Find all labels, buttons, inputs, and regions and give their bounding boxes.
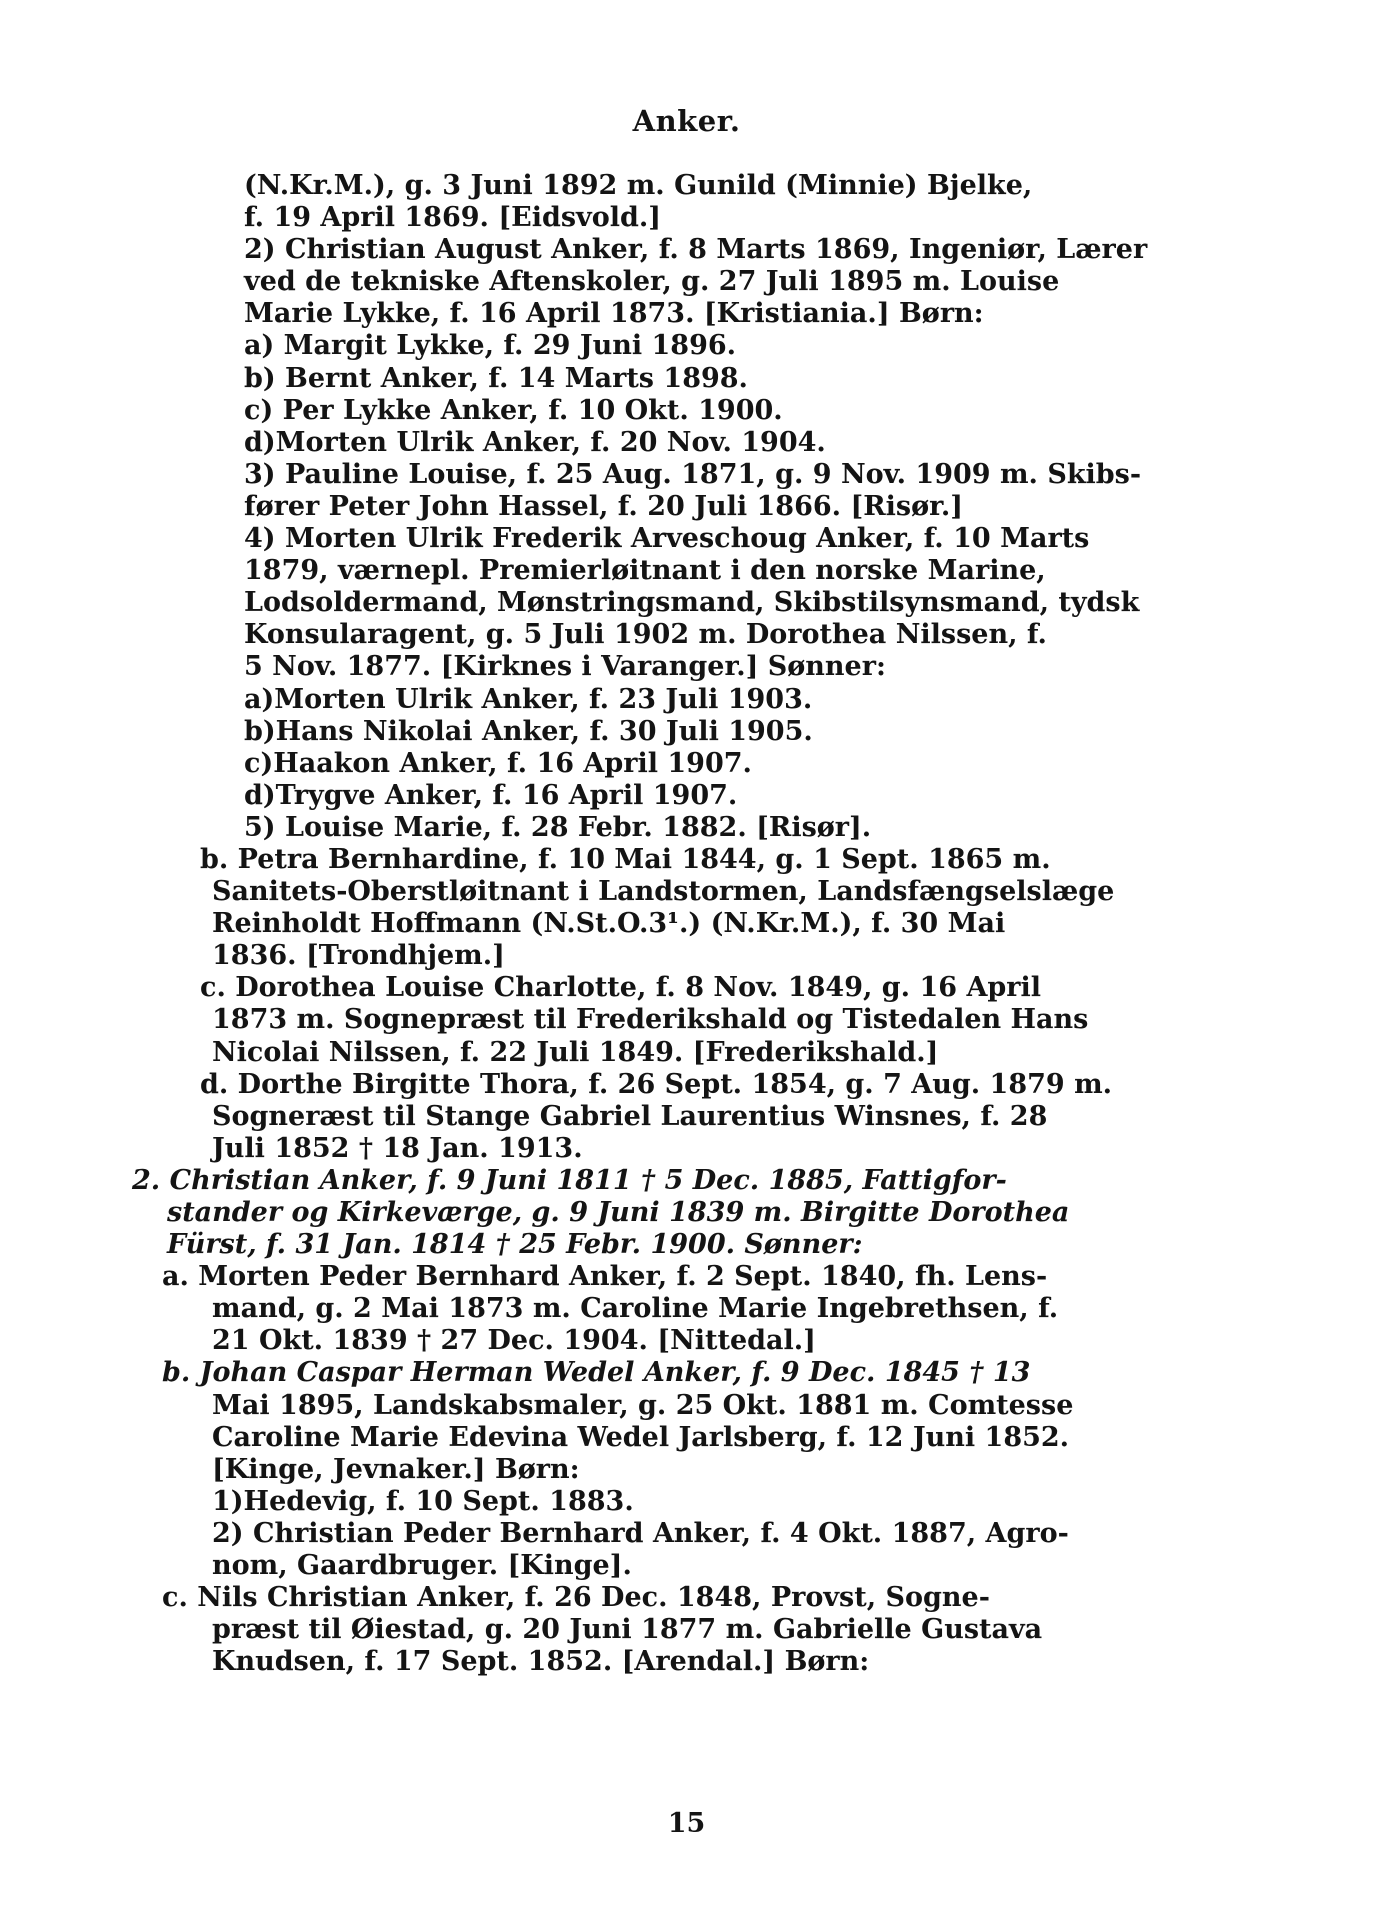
text-line: 1836. [Trondhjem.] bbox=[212, 940, 505, 972]
text-line: a) Margit Lykke, f. 29 Juni 1896. bbox=[244, 330, 737, 362]
text-line: (N.Kr.M.), g. 3 Juni 1892 m. Gunild (Minnie) Bjelke, bbox=[244, 170, 1033, 201]
text-line: b. Johan Caspar Herman Wedel Anker, f. 9 Dec. 1845 † 13 bbox=[162, 1357, 1031, 1389]
text-line: 5) Louise Marie, f. 28 Febr. 1882. [Risør]. bbox=[244, 811, 872, 843]
text-line: c. Nils Christian Anker, f. 26 Dec. 1848, Provst, Sogne- bbox=[162, 1582, 990, 1614]
text-line: 2) Christian Peder Bernhard Anker, f. 4 Okt. 1887, Agro- bbox=[212, 1517, 1069, 1549]
text-line: b. Petra Bernhardine, f. 10 Mai 1844, g. 1 Sept. 1865 m. bbox=[200, 843, 1051, 875]
text-line: c)Haakon Anker, f. 16 April 1907. bbox=[244, 747, 752, 779]
text-line: Knudsen, f. 17 Sept. 1852. [Arendal.] Børn: bbox=[212, 1646, 870, 1678]
text-line: Reinholdt Hoffmann (N.St.O.3¹.) (N.Kr.M.), f. 30 Mai bbox=[212, 908, 1006, 940]
text-line: nom, Gaardbruger. [Kinge]. bbox=[212, 1550, 632, 1582]
text-line: mand, g. 2 Mai 1873 m. Caroline Marie Ingebrethsen, f. bbox=[212, 1293, 1059, 1325]
text-line: 5 Nov. 1877. [Kirknes i Varanger.] Sønner: bbox=[244, 651, 886, 683]
text-line: [Kinge, Jevnaker.] Børn: bbox=[212, 1453, 580, 1485]
text-line: Konsularagent, g. 5 Juli 1902 m. Dorothea Nilssen, f. bbox=[244, 619, 1047, 651]
text-line: 1879, værnepl. Premierløitnant i den norske Marine, bbox=[244, 555, 1046, 587]
page-body bbox=[132, 170, 1224, 1678]
text-line: d)Morten Ulrik Anker, f. 20 Nov. 1904. bbox=[244, 426, 826, 458]
text-line: 2. Christian Anker, f. 9 Juni 1811 † 5 Dec. 1885, Fattigfor- bbox=[132, 1164, 1007, 1196]
text-line: Fürst, f. 31 Jan. 1814 † 25 Febr. 1900. Sønner: bbox=[167, 1229, 863, 1261]
text-line: Sanitets-Oberstløitnant i Landstormen, Landsfængselslæge bbox=[212, 876, 1115, 908]
text-line: Nicolai Nilssen, f. 22 Juli 1849. [Frederikshald.] bbox=[212, 1036, 939, 1068]
text-line: b) Bernt Anker, f. 14 Marts 1898. bbox=[244, 362, 748, 394]
text-line: 3) Pauline Louise, f. 25 Aug. 1871, g. 9 Nov. 1909 m. Skibs- bbox=[244, 458, 1142, 490]
text-line: Marie Lykke, f. 16 April 1873. [Kristiania.] Børn: bbox=[244, 298, 984, 330]
page-header: Anker. bbox=[632, 104, 741, 138]
page-number: 15 bbox=[667, 1808, 706, 1839]
text-line: a. Morten Peder Bernhard Anker, f. 2 Sept. 1840, fh. Lens- bbox=[162, 1261, 1048, 1293]
text-line: f. 19 April 1869. [Eidsvold.] bbox=[244, 202, 662, 234]
text-line: d. Dorthe Birgitte Thora, f. 26 Sept. 1854, g. 7 Aug. 1879 m. bbox=[200, 1068, 1113, 1100]
text-line: Mai 1895, Landskabsmaler, g. 25 Okt. 1881 m. Comtesse bbox=[212, 1389, 1074, 1421]
text-line: 1)Hedevig, f. 10 Sept. 1883. bbox=[212, 1485, 634, 1517]
text-line: Juli 1852 † 18 Jan. 1913. bbox=[212, 1132, 583, 1164]
text-line: præst til Øiestad, g. 20 Juni 1877 m. Gabrielle Gustava bbox=[212, 1614, 1043, 1646]
text-line: fører Peter John Hassel, f. 20 Juli 1866. [Risør.] bbox=[244, 490, 964, 522]
text-line: 2) Christian August Anker, f. 8 Marts 1869, Ingeniør, Lærer bbox=[244, 234, 1148, 266]
text-line: ved de tekniske Aftenskoler, g. 27 Juli 1895 m. Louise bbox=[244, 266, 1060, 298]
text-line: 1873 m. Sognepræst til Frederikshald og Tistedalen Hans bbox=[212, 1004, 1089, 1036]
text-line: Lodsoldermand, Mønstringsmand, Skibstilsynsmand, tydsk bbox=[244, 587, 1140, 619]
text-line: d)Trygve Anker, f. 16 April 1907. bbox=[244, 779, 738, 811]
text-line: stander og Kirkeværge, g. 9 Juni 1839 m. Birgitte Dorothea bbox=[167, 1197, 1070, 1228]
text-line: b)Hans Nikolai Anker, f. 30 Juli 1905. bbox=[244, 715, 813, 747]
text-line: Caroline Marie Edevina Wedel Jarlsberg, f. 12 Juni 1852. bbox=[212, 1421, 1070, 1453]
text-line: Sogneræst til Stange Gabriel Laurentius Winsnes, f. 28 bbox=[212, 1100, 1048, 1132]
text-line: c. Dorothea Louise Charlotte, f. 8 Nov. 1849, g. 16 April bbox=[200, 972, 1042, 1004]
text-line: a)Morten Ulrik Anker, f. 23 Juli 1903. bbox=[244, 683, 813, 715]
text-line: 4) Morten Ulrik Frederik Arveschoug Anker, f. 10 Marts bbox=[244, 523, 1090, 555]
text-line: 21 Okt. 1839 † 27 Dec. 1904. [Nittedal.] bbox=[212, 1325, 816, 1357]
text-line: c) Per Lykke Anker, f. 10 Okt. 1900. bbox=[244, 394, 783, 426]
